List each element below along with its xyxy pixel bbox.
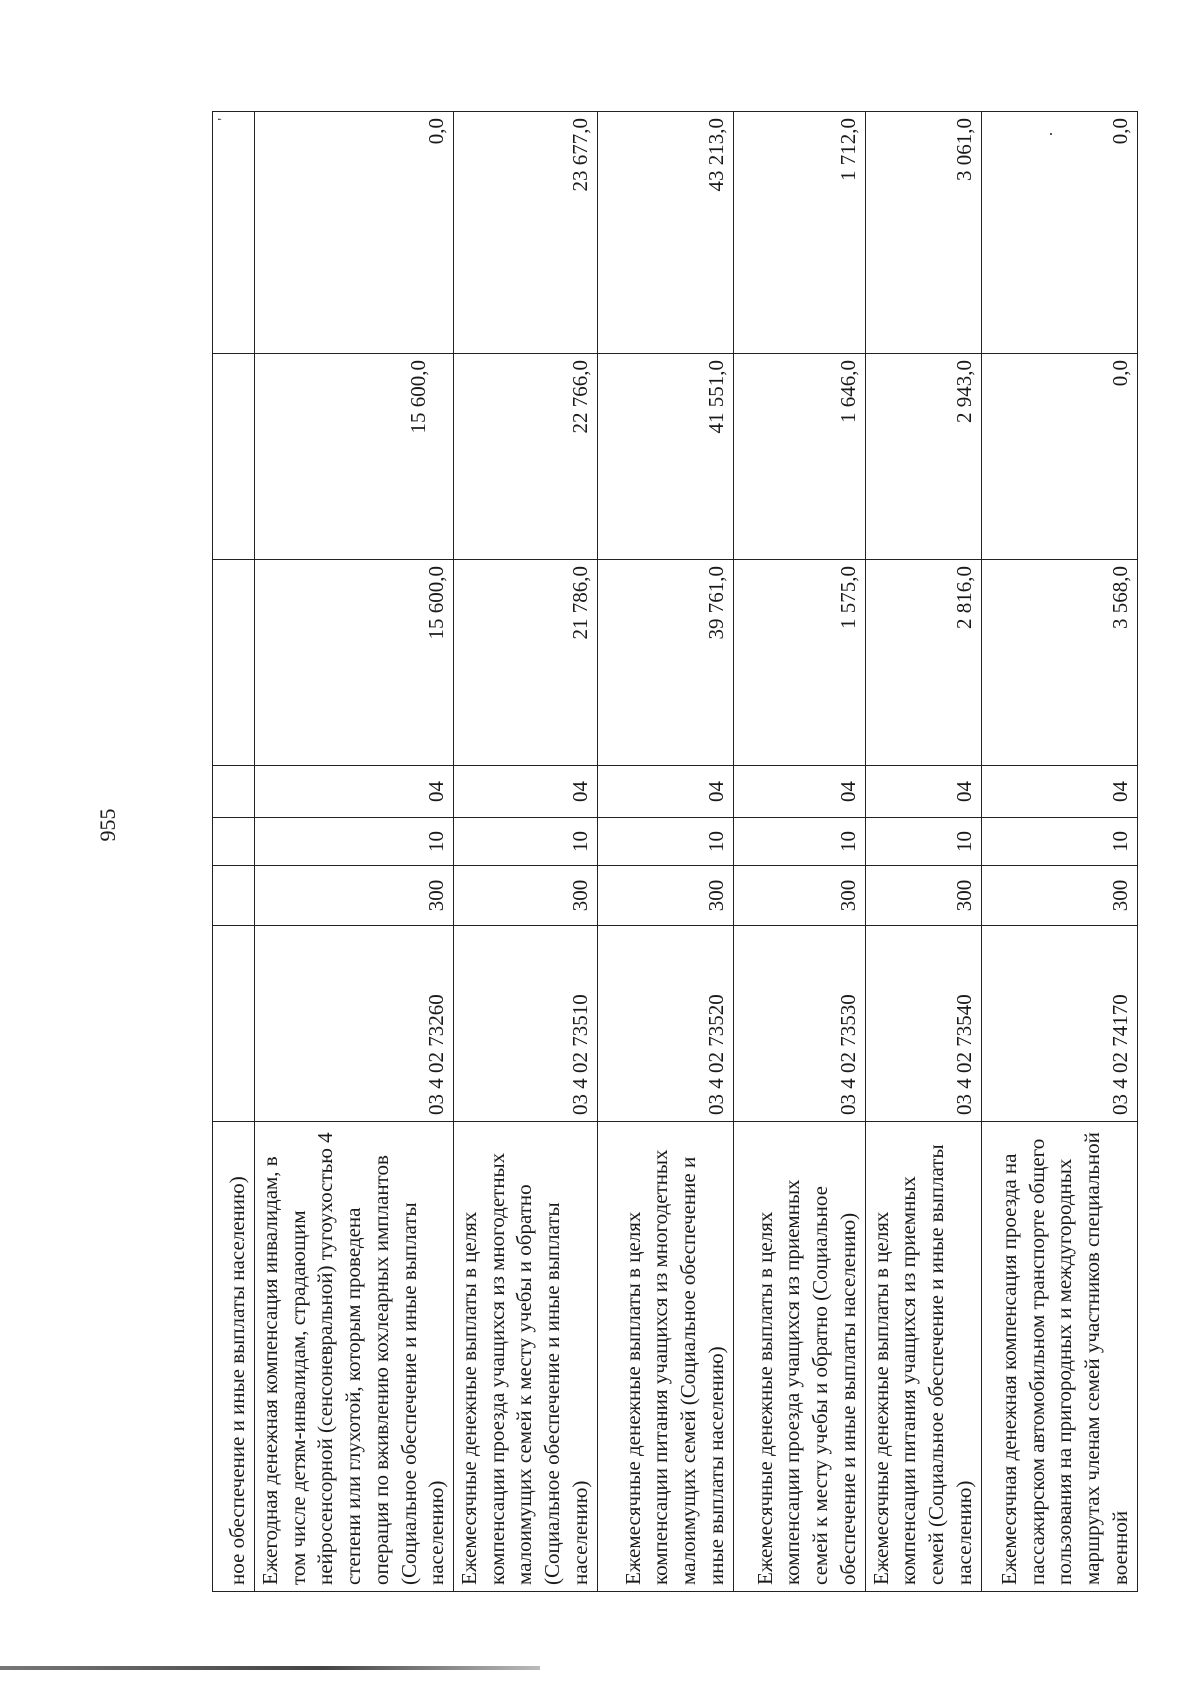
- row-target-code: 03 4 02 73510: [454, 926, 598, 1122]
- row-target-code: 03 4 02 74170: [981, 926, 1137, 1122]
- row-subsection: [213, 766, 255, 818]
- row-section: 10: [733, 818, 865, 866]
- row-description: Ежемесячные денежные выплаты в целях компенсации проезда учащихся из многодетных малоимущих семей к месту учебы и обратно (Социальное обеспечение и иные выплаты населению): [454, 1122, 598, 1592]
- row-expense-type: 300: [454, 866, 598, 926]
- row-amount-year-3: 0,0: [981, 112, 1137, 354]
- row-subsection: 04: [597, 766, 733, 818]
- row-description: Ежемесячные денежные выплаты в целях компенсации питания учащихся из многодетных малоимущих семей (Социальное обеспечение и иные выплаты населению): [597, 1122, 733, 1592]
- table-row: [733, 112, 865, 1592]
- row-section: 10: [981, 818, 1137, 866]
- row-amount-year-3: 0,0: [255, 112, 454, 354]
- row-amount-year-3: 23 677,0: [454, 112, 598, 354]
- row-amount-year-2: 22 766,0: [454, 354, 598, 560]
- row-subsection: 04: [733, 766, 865, 818]
- row-subsection: 04: [865, 766, 981, 818]
- row-section: [213, 818, 255, 866]
- row-section: 10: [454, 818, 598, 866]
- row-subsection: 04: [255, 766, 454, 818]
- row-section: 10: [597, 818, 733, 866]
- table-row: [597, 112, 733, 1592]
- row-amount-year-3: 43 213,0: [597, 112, 733, 354]
- row-subsection: 04: [981, 766, 1137, 818]
- row-amount-year-2: 0,0: [981, 354, 1137, 560]
- row-amount-year-3: ': [213, 112, 255, 354]
- scan-speck: [1050, 133, 1052, 135]
- row-expense-type: 300: [865, 866, 981, 926]
- budget-table: [212, 111, 1138, 1592]
- row-subsection: 04: [454, 766, 598, 818]
- row-description: Ежемесячные денежные выплаты в целях компенсации питания учащихся из приемных семей (Социальное обеспечение и иные выплаты населению): [865, 1122, 981, 1592]
- row-target-code: 03 4 02 73530: [733, 926, 865, 1122]
- row-expense-type: 300: [733, 866, 865, 926]
- row-description: Ежемесячная денежная компенсация проезда на пассажирском автомобильном транспорте общего пользования на пригородных и междугородных маршрутах членам семей участников специальной военной: [981, 1122, 1137, 1592]
- row-section: 10: [865, 818, 981, 866]
- table-row: [255, 112, 454, 1592]
- row-amount-year-1: 1 575,0: [733, 560, 865, 766]
- row-amount-year-1: 2 816,0: [865, 560, 981, 766]
- row-amount-year-1: 15 600,0: [255, 560, 454, 766]
- row-target-code: 03 4 02 73540: [865, 926, 981, 1122]
- row-amount-year-2: 2 943,0: [865, 354, 981, 560]
- table-row: [865, 112, 981, 1592]
- row-target-code: [213, 926, 255, 1122]
- row-expense-type: 300: [597, 866, 733, 926]
- table-row: [454, 112, 598, 1592]
- row-section: 10: [255, 818, 454, 866]
- row-description: Ежегодная денежная компенсация инвалидам, в том числе детям-инвалидам, страдающим нейросенсорной (сенсоневральной) тугоухостью 4 степени или глухотой, которым проведена операция по вживлению кохлеарных имплантов (Социальное обеспечение и иные выплаты населению): [255, 1122, 454, 1592]
- row-amount-year-1: 21 786,0: [454, 560, 598, 766]
- row-expense-type: [213, 866, 255, 926]
- row-target-code: 03 4 02 73520: [597, 926, 733, 1122]
- row-amount-year-2: 41 551,0: [597, 354, 733, 560]
- page-number: 955: [95, 808, 120, 842]
- row-target-code: 03 4 02 73260: [255, 926, 454, 1122]
- row-amount-year-2: 1 646,0: [733, 354, 865, 560]
- row-amount-year-2: 15 600,0: [255, 354, 454, 560]
- row-amount-year-3: 3 061,0: [865, 112, 981, 354]
- row-expense-type: 300: [255, 866, 454, 926]
- row-expense-type: 300: [981, 866, 1137, 926]
- row-amount-year-3: 1 712,0: [733, 112, 865, 354]
- row-amount-year-1: [213, 560, 255, 766]
- scan-edge-line: [0, 1666, 540, 1670]
- table-row: [981, 112, 1137, 1592]
- rotated-page-content: [212, 112, 1132, 1592]
- table-row: [213, 112, 255, 1592]
- row-amount-year-2: [213, 354, 255, 560]
- row-amount-year-1: 39 761,0: [597, 560, 733, 766]
- row-description: ное обеспечение и иные выплаты населению): [213, 1122, 255, 1592]
- row-description: Ежемесячные денежные выплаты в целях компенсации проезда учащихся из приемных семей к месту учебы и обратно (Социальное обеспечение и иные выплаты населению): [733, 1122, 865, 1592]
- row-amount-year-1: 3 568,0: [981, 560, 1137, 766]
